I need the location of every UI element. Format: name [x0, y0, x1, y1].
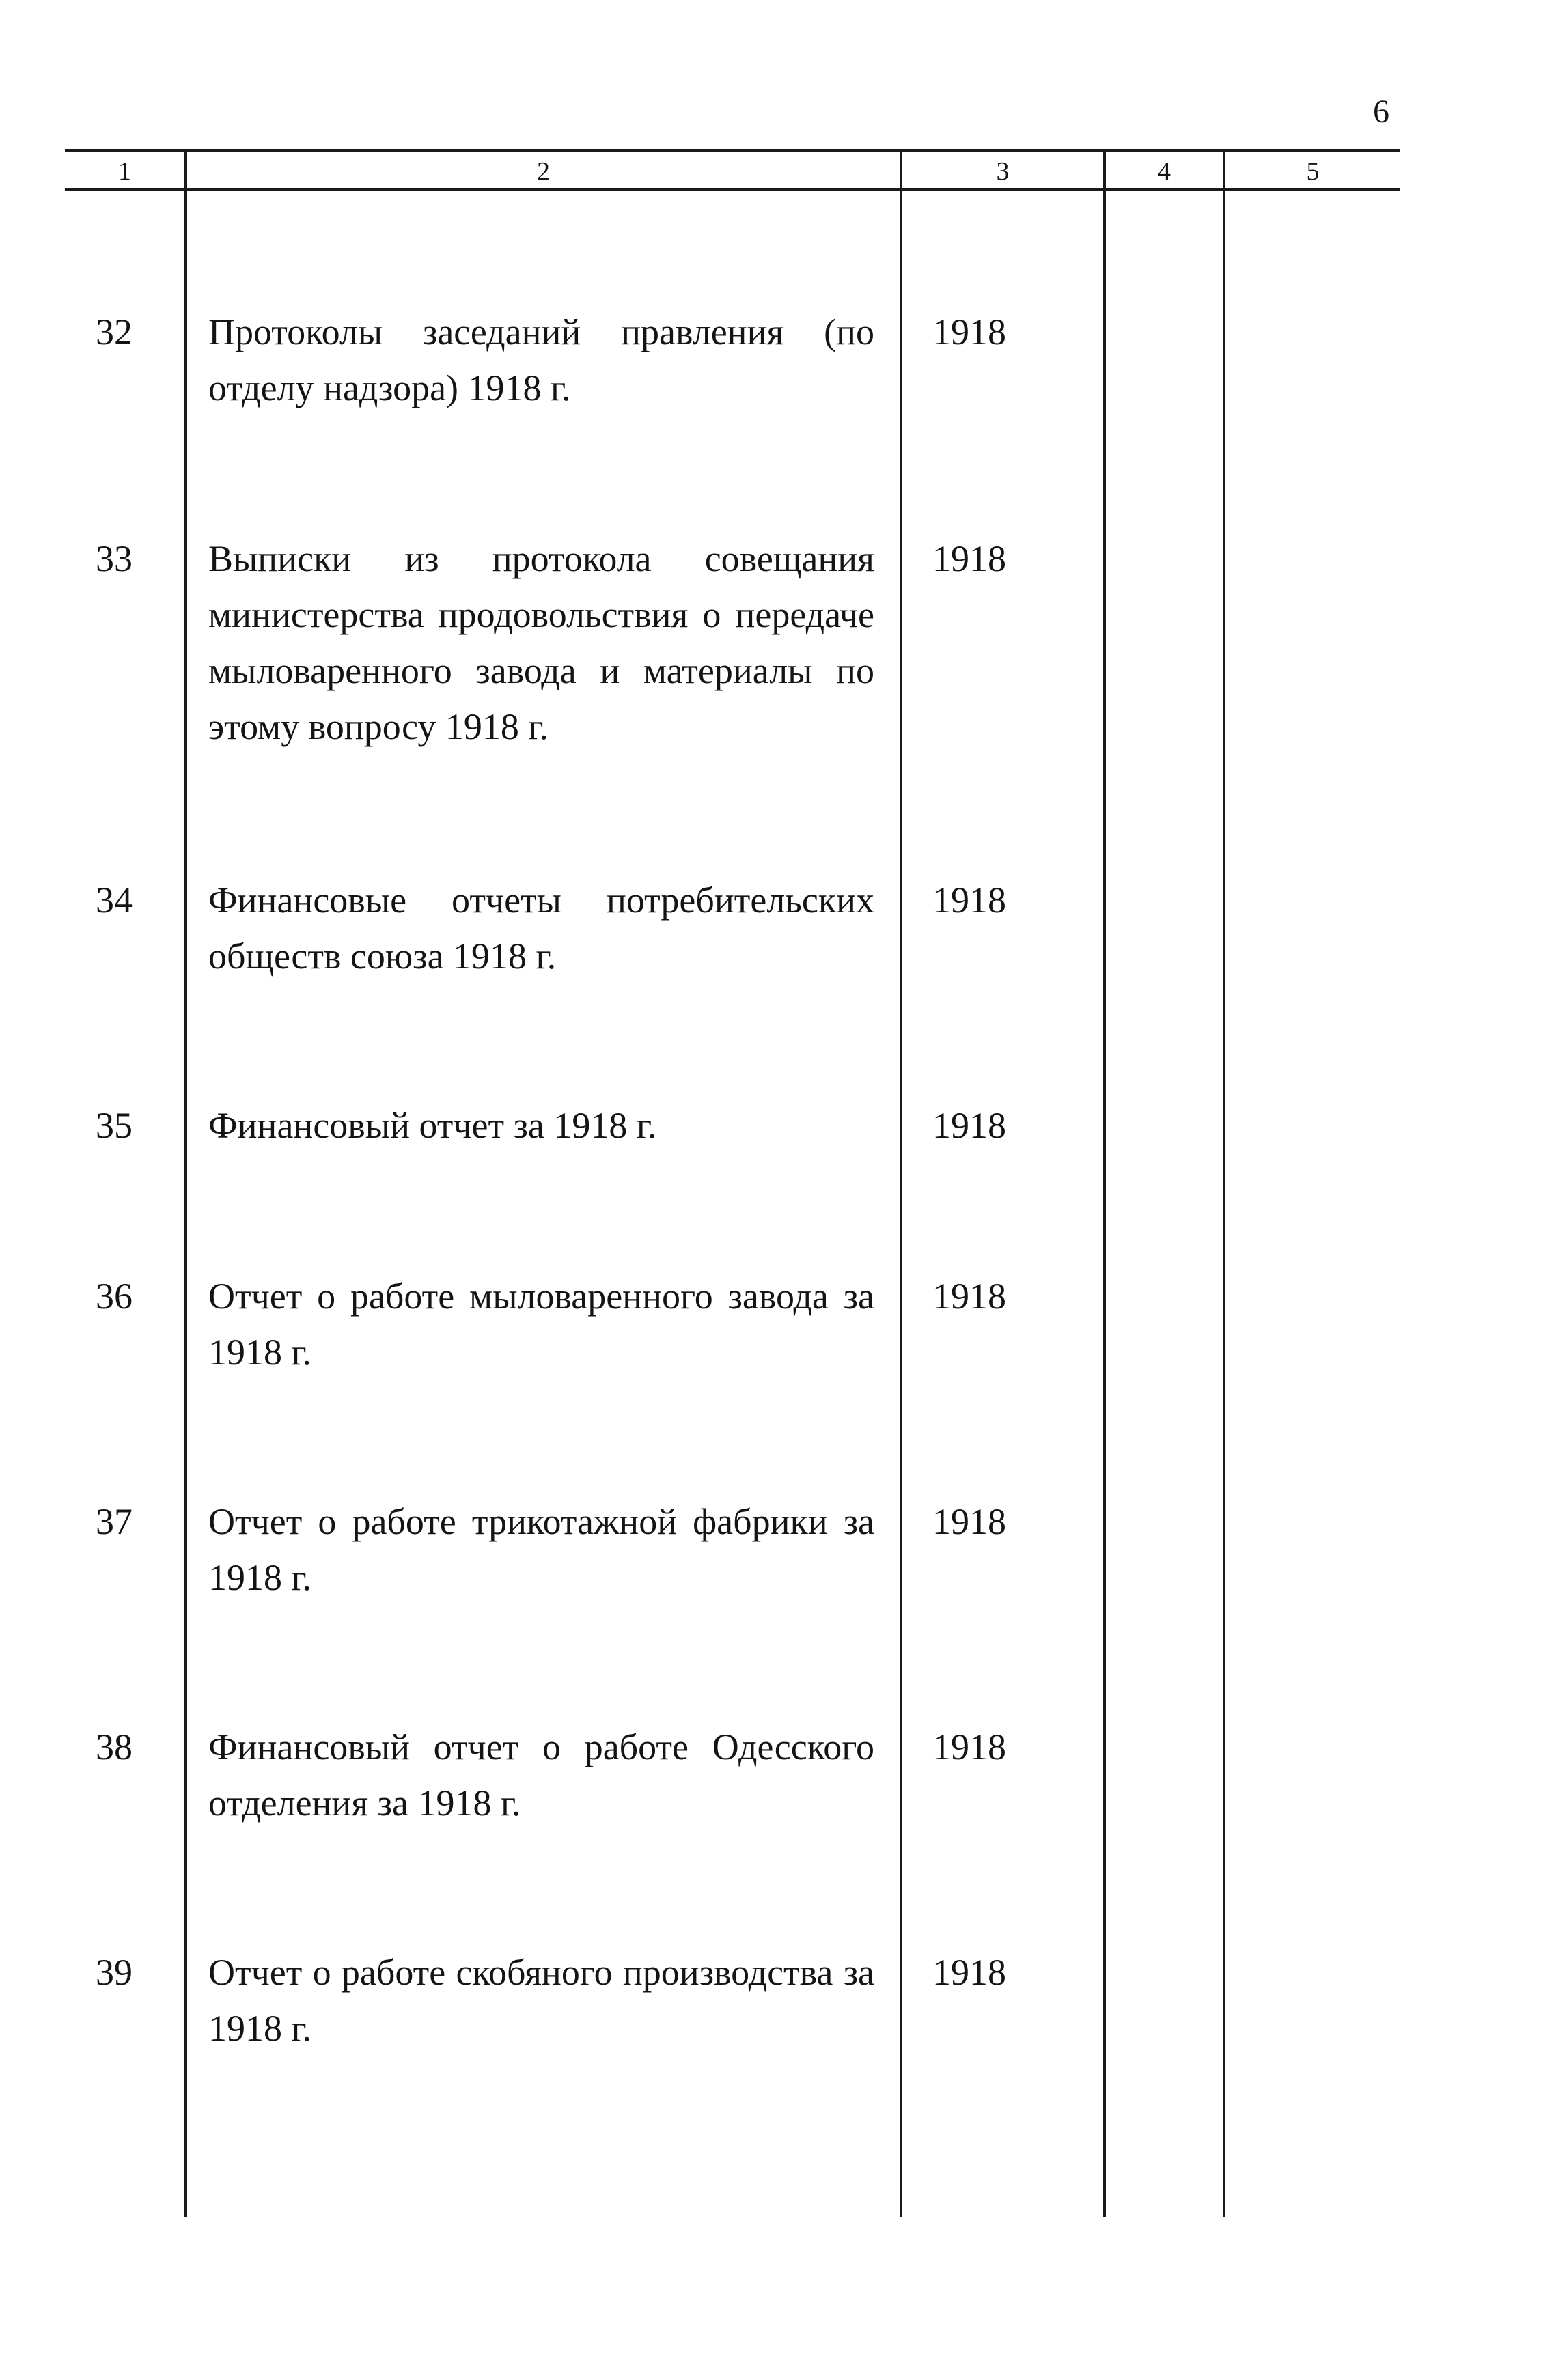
row-number: 33 — [96, 538, 133, 579]
row-title: Финансовый отчет за 1918 г. — [208, 1105, 657, 1146]
column-header-1: 1 — [118, 157, 131, 186]
row-title: Отчет о работе скобяного производства за 1918 г. — [208, 1952, 874, 2049]
row-title: Отчет о работе мыловаренного завода за 1918 г. — [208, 1276, 874, 1373]
row-year: 1918 — [932, 880, 1006, 921]
column-divider-3 — [1103, 152, 1106, 2217]
row-title: Финансовые отчеты потребительских обществ союза 1918 г. — [208, 880, 874, 977]
row-year: 1918 — [932, 1501, 1006, 1542]
row-title: Выписки из протокола совещания министерства продовольствия о передаче мыловаренного завода и материалы по этому вопросу 1918 г. — [208, 538, 874, 747]
row-title: Финансовый отчет о работе Одесского отделения за 1918 г. — [208, 1726, 874, 1823]
row-year: 1918 — [932, 311, 1006, 352]
row-number: 38 — [96, 1726, 133, 1767]
row-number: 39 — [96, 1952, 133, 1993]
row-year: 1918 — [932, 1952, 1006, 1993]
column-divider-4 — [1223, 152, 1225, 2217]
table-header-rule — [65, 188, 1400, 191]
row-number: 34 — [96, 880, 133, 921]
column-header-4: 4 — [1158, 157, 1171, 186]
row-number: 36 — [96, 1276, 133, 1317]
row-year: 1918 — [932, 538, 1006, 579]
row-year: 1918 — [932, 1105, 1006, 1146]
column-header-5: 5 — [1306, 157, 1320, 186]
row-number: 32 — [96, 311, 133, 352]
table-top-rule — [65, 149, 1400, 152]
column-header-3: 3 — [996, 157, 1010, 186]
row-number: 37 — [96, 1501, 133, 1542]
page-number: 6 — [1373, 94, 1389, 130]
row-year: 1918 — [932, 1276, 1006, 1317]
column-header-2: 2 — [537, 157, 550, 186]
column-divider-1 — [184, 152, 187, 2217]
row-title: Отчет о работе трикотажной фабрики за 1918 г. — [208, 1501, 874, 1598]
row-title: Протоколы заседаний правления (по отделу надзора) 1918 г. — [208, 311, 874, 408]
row-year: 1918 — [932, 1726, 1006, 1767]
column-divider-2 — [900, 152, 902, 2217]
row-number: 35 — [96, 1105, 133, 1146]
